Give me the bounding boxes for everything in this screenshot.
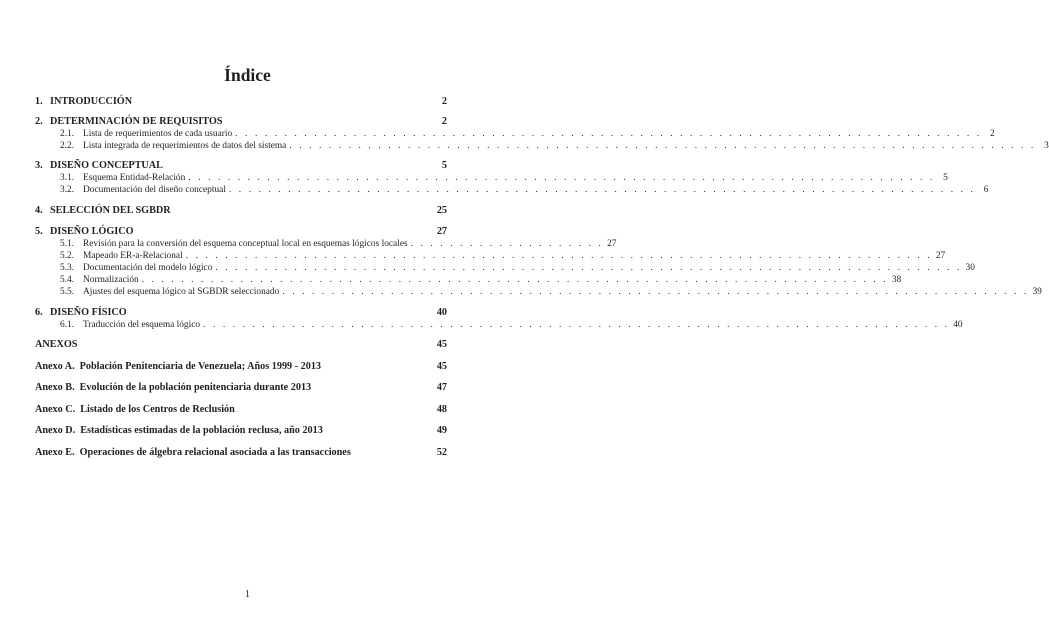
toc-entry-chapter-4[interactable] (35, 204, 447, 218)
toc-label: DISEÑO LÓGICO (50, 226, 134, 237)
toc-number: 5.4. (60, 275, 75, 285)
toc-label: Normalización (83, 275, 139, 285)
toc-label: DETERMINACIÓN DE REQUISITOS (50, 116, 223, 127)
toc-number: 5.1. (60, 239, 75, 249)
toc-page-number: 40 (436, 307, 447, 318)
toc-entry-annex-c[interactable] (35, 403, 447, 417)
toc-label: INTRODUCCIÓN (50, 96, 133, 107)
toc-page-number: 25 (436, 205, 447, 216)
toc-entry-section-6-1[interactable] (35, 318, 963, 332)
toc-page-number: 45 (436, 339, 447, 350)
toc-label: Lista integrada de requerimientos de datos del sistema (83, 141, 287, 151)
toc-number: Anexo D. (35, 425, 76, 436)
toc-number: Anexo E. (35, 447, 75, 458)
toc-number: 6.1. (60, 320, 75, 330)
toc-leader: . . . . . . . . . . . . . . . . . . . . . . . . . . . . . . . . . . . . . . . . . . . . . . . . . . . . . . . . . . . . . . . . . . . . . . . . . . . . (282, 287, 1029, 297)
toc-label: DISEÑO CONCEPTUAL (50, 160, 163, 171)
toc-page-number: 47 (436, 382, 447, 393)
toc-page-number: 2 (441, 116, 447, 127)
toc-number: 3.2. (60, 185, 75, 195)
toc-entry-section-2-2[interactable] (35, 139, 1049, 153)
toc-label: Población Penitenciaria de Venezuela; Años 1999 - 2013 (79, 361, 322, 372)
toc-leader: . . . . . . . . . . . . . . . . . . . . . . . . . . . . . . . . . . . . . . . . . . . . . . . . . . . . . . . . . . . . . . . . . . . . . . . . . . . . (188, 173, 935, 183)
toc-page-number: 48 (436, 404, 447, 415)
toc-label: Ajustes del esquema lógico al SGBDR seleccionado (83, 287, 280, 297)
toc-entry-annex-a[interactable] (35, 360, 447, 374)
toc-label: Esquema Entidad-Relación (83, 173, 186, 183)
toc-number: 2.2. (60, 141, 75, 151)
toc-page-number: 45 (436, 361, 447, 372)
toc-page-number: 39 (1032, 287, 1042, 297)
toc-number: 5.3. (60, 263, 75, 273)
toc-label: Documentación del modelo lógico (83, 263, 213, 273)
toc-entry-annexes[interactable] (35, 338, 447, 352)
toc-number: Anexo C. (35, 404, 76, 415)
toc-number: 5.5. (60, 287, 75, 297)
toc-entry-section-3-2[interactable] (35, 183, 989, 197)
toc-number: Anexo B. (35, 382, 75, 393)
toc-label: Operaciones de álgebra relacional asociada a las transacciones (79, 447, 351, 458)
toc-label: Listado de los Centros de Reclusión (80, 404, 235, 415)
toc-page-number: 27 (935, 251, 946, 261)
toc-label: DISEÑO FÍSICO (50, 307, 127, 318)
toc-page-number: 2 (990, 129, 995, 139)
toc-leader: . . . . . . . . . . . . . . . . . . . . . . . . . . . . . . . . . . . . . . . . . . . . . . . . . . . . . . . . . . . . . . . . . . . . . . . . . . . . (228, 185, 976, 195)
toc-entry-annex-d[interactable] (35, 424, 447, 438)
toc-number: 1. (35, 96, 43, 107)
toc-page-number: 30 (965, 263, 975, 273)
toc-page-number: 5 (441, 160, 447, 171)
toc-number: 5. (35, 226, 43, 237)
toc-page-number: 3 (1044, 141, 1049, 151)
toc-number: 2.1. (60, 129, 75, 139)
toc-label: Revisión para la conversión del esquema conceptual local en esquemas lógicos locales (83, 239, 408, 249)
toc-number: Anexo A. (35, 361, 75, 372)
toc-page-number: 2 (441, 96, 447, 107)
toc-entry-annex-b[interactable] (35, 381, 447, 395)
toc-number: 3.1. (60, 173, 75, 183)
toc-label: Traducción del esquema lógico (83, 320, 201, 330)
toc-entry-annex-e[interactable] (35, 446, 447, 460)
toc-number: 3. (35, 160, 43, 171)
toc-page-number: 6 (983, 185, 989, 195)
toc-leader: . . . . . . . . . . . . . . . . . . . . (410, 239, 604, 249)
toc-number: 6. (35, 307, 43, 318)
toc-page-number: 5 (943, 173, 948, 183)
toc-number: 4. (35, 205, 43, 216)
toc-entry-section-5-5[interactable] (35, 285, 1042, 299)
toc-page-number: 49 (436, 425, 447, 436)
toc-page-number: 27 (607, 239, 617, 249)
toc-label: Estadísticas estimadas de la población reclusa, año 2013 (80, 425, 323, 436)
page-title: Índice (224, 65, 271, 85)
toc-leader: . . . . . . . . . . . . . . . . . . . . . . . . . . . . . . . . . . . . . . . . . . . . . . . . . . . . . . . . . . . . . . . . . . . . . . . . . . . . (203, 320, 950, 330)
toc-leader: . . . . . . . . . . . . . . . . . . . . . . . . . . . . . . . . . . . . . . . . . . . . . . . . . . . . . . . . . . . . . . . . . . . . . . . . . . . . (141, 275, 889, 285)
toc-page-number: 27 (436, 226, 447, 237)
toc-page-number: 40 (953, 320, 963, 330)
toc-leader: . . . . . . . . . . . . . . . . . . . . . . . . . . . . . . . . . . . . . . . . . . . . . . . . . . . . . . . . . . . . . . . . . . . . . . . . . . . . (235, 129, 982, 139)
toc-label: Evolución de la población penitenciaria durante 2013 (79, 382, 312, 393)
toc-leader: . . . . . . . . . . . . . . . . . . . . . . . . . . . . . . . . . . . . . . . . . . . . . . . . . . . . . . . . . . . . . . . . . . . . . . . . . . . . (289, 141, 1036, 151)
toc-number: 5.2. (60, 251, 75, 261)
toc-label: Mapeado ER-a-Relacional (83, 251, 183, 261)
toc-page-number: 38 (891, 275, 902, 285)
toc-page-number: 52 (436, 447, 447, 458)
toc-leader: . . . . . . . . . . . . . . . . . . . . . . . . . . . . . . . . . . . . . . . . . . . . . . . . . . . . . . . . . . . . . . . . . . . . . . . . . . . . (185, 251, 933, 261)
toc-entry-chapter-1[interactable] (35, 95, 447, 109)
toc-number: 2. (35, 116, 43, 127)
toc-label: ANEXOS (35, 339, 78, 350)
toc-label: Lista de requerimientos de cada usuario (83, 129, 233, 139)
page-footer-number: 1 (245, 589, 250, 600)
toc-label: SELECCIÓN DEL SGBDR (50, 205, 171, 216)
toc-leader: . . . . . . . . . . . . . . . . . . . . . . . . . . . . . . . . . . . . . . . . . . . . . . . . . . . . . . . . . . . . . . . . . . . . . . . . . . . . (215, 263, 962, 273)
toc-label: Documentación del diseño conceptual (83, 185, 226, 195)
